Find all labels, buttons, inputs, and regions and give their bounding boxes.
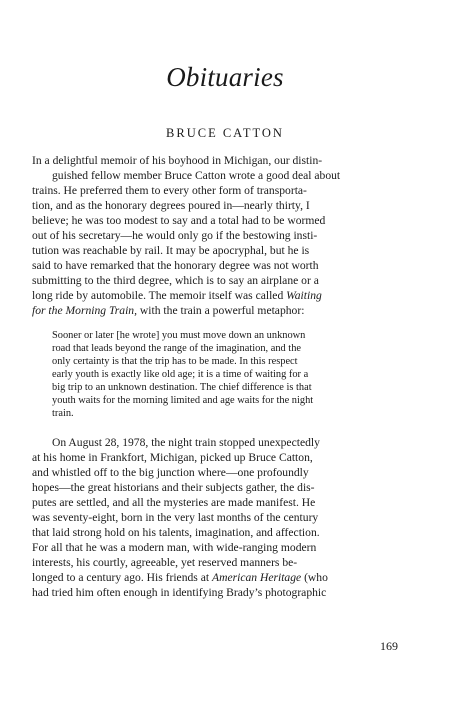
text-line: For all that he was a modern man, with wide-ranging modern bbox=[32, 541, 317, 554]
page-number: 169 bbox=[380, 639, 398, 653]
text-line: tution was reachable by rail. It may be apocryphal, but he is bbox=[32, 244, 310, 257]
text-line: that laid strong hold on his talents, imagination, and affection. bbox=[32, 526, 320, 539]
quote-line: only certainty is that the trip has to be made. In this respect bbox=[52, 356, 298, 367]
text-line: was seventy-eight, born in the very last months of the century bbox=[32, 511, 319, 524]
quote-line: Sooner or later [he wrote] you must move down an unknown bbox=[52, 330, 306, 341]
text-line: longed to a century ago. His friends at American Heritage (who bbox=[32, 571, 328, 584]
text-line: said to have remarked that the honorary degree was not worth bbox=[32, 259, 319, 272]
memoir-title-part1: Waiting bbox=[286, 289, 322, 302]
text-line: In a delightful memoir of his boyhood in Michigan, our distin- bbox=[32, 154, 323, 167]
quote-line: big trip to an unknown destination. The chief difference is that bbox=[52, 382, 312, 393]
text-line: guished fellow member Bruce Catton wrote a good deal about bbox=[52, 169, 341, 182]
quote-line: youth waits for the morning limited and age waits for the night bbox=[52, 395, 314, 406]
quote-line: train. bbox=[52, 408, 74, 419]
quote-line: early youth is exactly like old age; it is a time of waiting for a bbox=[52, 369, 309, 380]
text-line: long ride by automobile. The memoir itself was called Waiting bbox=[32, 289, 322, 302]
text-line: at his home in Frankfort, Michigan, picked up Bruce Catton, bbox=[32, 451, 313, 464]
text-line: believe; he was too modest to say and a total had to be wormed bbox=[32, 214, 326, 227]
section-title: Obituaries bbox=[166, 62, 284, 92]
text-line: hopes—the great historians and their subjects gather, the dis- bbox=[32, 481, 315, 494]
text-line: On August 28, 1978, the night train stopped unexpectedly bbox=[52, 436, 320, 449]
memoir-title-part2: for the Morning Train, bbox=[32, 304, 138, 317]
text-line: out of his secretary—he would only go if the bestowing insti- bbox=[32, 229, 318, 242]
text-line: submitting to the third degree, which is to say an airplane or a bbox=[32, 274, 319, 287]
quote-line: road that leads beyond the range of the imagination, and the bbox=[52, 343, 302, 354]
text-line: had tried him often enough in identifying Brady’s photographic bbox=[32, 586, 327, 599]
text-line: interests, his courtly, agreeable, yet reserved manners be- bbox=[32, 556, 298, 569]
text-line: tion, and as the honorary degrees poured in—nearly thirty, I bbox=[32, 199, 310, 212]
magazine-title: American Heritage bbox=[211, 571, 302, 584]
text-line: putes are settled, and all the mysteries are made manifest. He bbox=[32, 496, 316, 509]
text-line: trains. He preferred them to every other form of transporta- bbox=[32, 184, 307, 197]
text-line: for the Morning Train, with the train a powerful metaphor: bbox=[32, 304, 305, 317]
obituary-name-heading: BRUCE CATTON bbox=[166, 126, 284, 140]
text-line: and whistled off to the big junction where—one profoundly bbox=[32, 466, 309, 479]
